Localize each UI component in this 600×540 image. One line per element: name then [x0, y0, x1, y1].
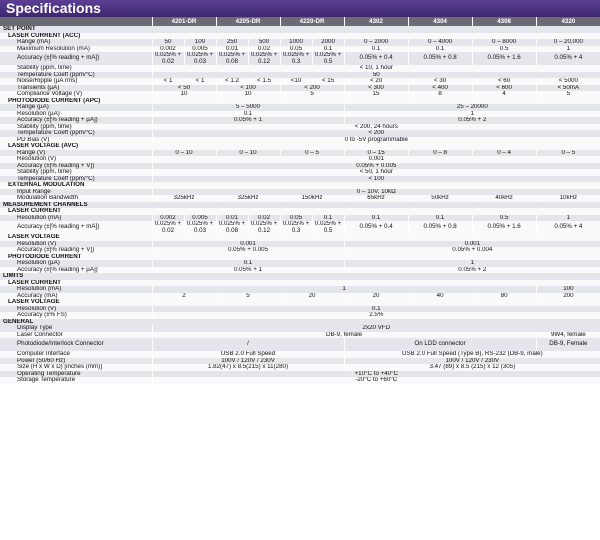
spec-label: SET POINT	[0, 26, 600, 33]
spec-value: 0 – 4	[472, 150, 536, 157]
spec-label: Resolution (µA)	[0, 260, 152, 267]
spec-value: 0 – 8000	[472, 39, 536, 46]
spec-value: < 100	[216, 85, 280, 92]
spec-label: Range (V)	[0, 150, 152, 157]
spec-value: 40kHz	[472, 195, 536, 202]
spec-value: 0 – 20,000	[536, 39, 600, 46]
spec-value: 0.05% + 2	[344, 267, 600, 274]
spec-value: 100V / 120V / 230V	[344, 358, 600, 365]
spec-label: Accuracy (±[% reading + V])	[0, 163, 152, 170]
spec-label: Noise/Ripple (µA rms)	[0, 78, 152, 85]
spec-value: 500	[248, 39, 280, 46]
spec-label: Temperature Coeff (ppm/°C)	[0, 72, 152, 79]
spec-value: 0.025% + 0.02	[152, 52, 184, 65]
column-header-row	[0, 17, 600, 26]
spec-value: 0.005	[184, 46, 216, 53]
spec-value: 2x20 VFD	[152, 325, 600, 332]
spec-label: Accuracy (±[% reading + mA])	[0, 221, 152, 234]
spec-value: 8	[408, 91, 472, 98]
spec-value: 0 – 5	[280, 150, 344, 157]
spec-value: 5	[536, 91, 600, 98]
spec-value: 0.05% + 0.4	[344, 221, 408, 234]
spec-value: 0.025% + 0.08	[216, 52, 248, 65]
spec-value: < 30	[408, 78, 472, 85]
spec-label: Resolution (µA)	[0, 111, 152, 118]
spec-value: 10	[152, 91, 216, 98]
spec-value: 325kHz	[216, 195, 280, 202]
spec-value: 50	[152, 72, 600, 79]
spec-value: 100	[536, 286, 600, 293]
spec-value: 9W4, female	[536, 332, 600, 339]
spec-value: 0.02	[248, 46, 280, 53]
spec-value: 0.05% + 2	[344, 117, 600, 124]
model-header: 4205-DR	[216, 17, 280, 26]
spec-row	[0, 52, 600, 65]
spec-label: LASER VOLTAGE (AVC)	[0, 143, 600, 150]
spec-value: 0.1	[152, 111, 344, 118]
spec-value: < 1.2	[216, 78, 248, 85]
spec-value: 1000	[280, 39, 312, 46]
spec-label: Resolution (V)	[0, 156, 152, 163]
spec-value: 20	[280, 293, 344, 300]
spec-value: 0 – 15	[344, 150, 408, 157]
spec-value: < 600	[472, 85, 536, 92]
spec-label: LASER VOLTAGE	[0, 299, 600, 306]
spec-value: 0.05% + 4	[536, 52, 600, 65]
spec-value: 0.025% + 0.5	[312, 221, 344, 234]
spec-label: Temperature Coeff (ppm/°C)	[0, 176, 152, 183]
spec-label: Maximum Resolution (mA)	[0, 46, 152, 53]
spec-label: Resolution (mA)	[0, 215, 152, 222]
spec-label: Resolution (V)	[0, 306, 152, 313]
spec-value: DB-9, Female	[536, 338, 600, 351]
spec-value: 0.05% + 1	[152, 267, 344, 274]
spec-value: 0.002	[152, 46, 184, 53]
spec-value: 1	[344, 260, 600, 267]
spec-value: USB 2.0 Full Speed	[152, 351, 344, 358]
spec-label: PHOTODIODE CURRENT	[0, 254, 600, 261]
spec-value: 0.1	[152, 306, 600, 313]
spec-value: +10°C to +40°C	[152, 371, 600, 378]
spec-value: 200	[536, 293, 600, 300]
spec-value: 0.1	[312, 46, 344, 53]
spec-value: < 5000	[536, 78, 600, 85]
spec-label: Accuracy (±[% reading + µA])	[0, 117, 152, 124]
spec-label: Operating Temperature	[0, 371, 152, 378]
spec-value: 4	[472, 91, 536, 98]
spec-value: 0.005	[184, 215, 216, 222]
spec-value: 150kHz	[280, 195, 344, 202]
spec-value: 0.025% + 0.3	[280, 52, 312, 65]
spec-value: 50	[152, 39, 184, 46]
spec-value: 2.5%	[152, 312, 600, 319]
spec-label: Accuracy (mA)	[0, 293, 152, 300]
spec-value: 0.01	[216, 215, 248, 222]
spec-value: 0.05% + 4	[536, 221, 600, 234]
model-header: 4302	[344, 17, 408, 26]
spec-value: < 200	[280, 85, 344, 92]
model-header: 4201-DR	[152, 17, 216, 26]
spec-value: 15	[344, 91, 408, 98]
spec-label: Resolution (V)	[0, 241, 152, 248]
spec-value: 2000	[312, 39, 344, 46]
spec-value: 0.025% + 0.02	[152, 221, 184, 234]
spec-label: Laser Connector	[0, 332, 152, 339]
spec-value: 3.47 (89) x 8.5 (215) x 12 (305)	[344, 364, 600, 371]
spec-value: < 20	[344, 78, 408, 85]
spec-label: Accuracy (±[% reading + V])	[0, 247, 152, 254]
spec-value: 10kHz	[536, 195, 600, 202]
spec-value: 25 – 20000	[344, 104, 600, 111]
spec-value: 0.02	[248, 215, 280, 222]
spec-value: < 60	[472, 78, 536, 85]
spec-value: On LDD connector	[344, 338, 536, 351]
spec-value: 0.05% + 0.8	[408, 221, 472, 234]
spec-label: LASER VOLTAGE	[0, 234, 600, 241]
spec-value: 0.5	[472, 46, 536, 53]
spec-label: LASER CURRENT (ACC)	[0, 33, 600, 40]
spec-value: 250	[216, 39, 248, 46]
spec-value: 65kHz	[344, 195, 408, 202]
spec-value: < 50mA	[536, 85, 600, 92]
spec-value: 0.1	[344, 46, 408, 53]
spec-label: Transients (µA)	[0, 85, 152, 92]
model-header: 4320	[536, 17, 600, 26]
spec-value: DB-9, female	[152, 332, 536, 339]
spec-value: < 50	[152, 85, 216, 92]
spec-value: < 300	[344, 85, 408, 92]
spec-value: /	[152, 338, 344, 351]
spec-value: < 15	[312, 78, 344, 85]
page-title: Specifications	[0, 0, 600, 17]
spec-value: < 100	[152, 176, 600, 183]
spec-value: 80	[472, 293, 536, 300]
spec-label: Resolution (mA)	[0, 286, 152, 293]
spec-value: 0.025% + 0.12	[248, 221, 280, 234]
spec-value: 40	[408, 293, 472, 300]
spec-value: 1.82(47) x 8.5(215) x 11(280)	[152, 364, 344, 371]
spec-value: 50kHz	[408, 195, 472, 202]
spec-value: < 1.5	[248, 78, 280, 85]
spec-row	[0, 221, 600, 234]
spec-value: <10	[280, 78, 312, 85]
spec-label: Modulation Bandwidth	[0, 195, 152, 202]
spec-value: 0 – 10V, 10kΩ	[152, 189, 600, 196]
model-header: 4308	[472, 17, 536, 26]
spec-value: 0.025% + 0.08	[216, 221, 248, 234]
spec-value: 0.025% + 0.5	[312, 52, 344, 65]
spec-value: 0 – 10	[152, 150, 216, 157]
spec-label: Power (50/60 Hz)	[0, 358, 152, 365]
spec-value: 0.5	[472, 215, 536, 222]
spec-value: 0 – 2000	[344, 39, 408, 46]
spec-value: 5	[216, 293, 280, 300]
spec-row	[0, 377, 600, 384]
spec-value: 1	[536, 46, 600, 53]
spec-value: 0 – 10	[216, 150, 280, 157]
spec-value: < 1	[152, 78, 184, 85]
spec-value: 0.01	[216, 46, 248, 53]
spec-label: Stability (ppm, time)	[0, 169, 152, 176]
spec-value: 0 – 4000	[408, 39, 472, 46]
spec-row	[0, 338, 600, 351]
spec-label: Accuracy (±[% reading + mA])	[0, 52, 152, 65]
spec-value: 0.05% + 1	[152, 117, 344, 124]
spec-label: Stability (ppm, time)	[0, 65, 152, 72]
spec-label: EXTERNAL MODULATION	[0, 182, 600, 189]
spec-value: 1	[344, 111, 600, 118]
spec-label: Range (µA)	[0, 104, 152, 111]
spec-value: < 400	[408, 85, 472, 92]
spec-label: LASER CURRENT	[0, 208, 600, 215]
spec-label: Stability (ppm, time)	[0, 124, 152, 131]
spec-label: Accuracy (±% FS)	[0, 312, 152, 319]
spec-value: 0 – 5	[536, 150, 600, 157]
spec-value: 0.025% + 0.3	[280, 221, 312, 234]
spec-value: < 10, 1 hour	[152, 65, 600, 72]
spec-value: USB 2.0 Full Speed (Type B), RS-232 (DB-9, male)	[344, 351, 600, 358]
spec-value: 0 – 8	[408, 150, 472, 157]
spec-value: < 200	[152, 130, 600, 137]
spec-label: Display Type	[0, 325, 152, 332]
spec-label: LIMITS	[0, 273, 600, 280]
spec-value: 0.05% + 1.6	[472, 221, 536, 234]
spec-label: Temperature Coeff (ppm/°C)	[0, 130, 152, 137]
spec-value: 0.025% + 0.12	[248, 52, 280, 65]
spec-value: 10	[216, 91, 280, 98]
spec-value: < 50, 1 hour	[152, 169, 600, 176]
spec-label: LASER CURRENT	[0, 280, 600, 287]
spec-value: 20	[344, 293, 408, 300]
spec-value: 0 to -5V programmable	[152, 137, 600, 144]
spec-value: 0.1	[408, 46, 472, 53]
spec-value: 2	[152, 293, 216, 300]
model-header: 4304	[408, 17, 472, 26]
spec-value: 0.001	[152, 156, 600, 163]
spec-label: Photodiode/Interlock Connector	[0, 338, 152, 351]
spec-value: 325kHz	[152, 195, 216, 202]
spec-label: Size (H x W x D) [inches (mm)]	[0, 364, 152, 371]
spec-value: 0.05	[280, 215, 312, 222]
spec-label: GENERAL	[0, 319, 600, 326]
header-label-cell	[0, 17, 152, 26]
spec-value: < 1	[184, 78, 216, 85]
spec-value: 0.025% + 0.03	[184, 52, 216, 65]
spec-value: 100V / 120V / 230V	[152, 358, 344, 365]
spec-value: 0.05% + 0.004	[344, 247, 600, 254]
spec-value: -20°C to +60°C	[152, 377, 600, 384]
spec-label: MEASUREMENT CHANNELS	[0, 202, 600, 209]
spec-label: Accuracy (±[% reading + µA])	[0, 267, 152, 274]
spec-value: 0.05% + 0.4	[344, 52, 408, 65]
spec-value: < 200, 24 hours	[152, 124, 600, 131]
spec-value: 0.05	[280, 46, 312, 53]
spec-value: 1	[152, 286, 536, 293]
spec-label: Input Range	[0, 189, 152, 196]
spec-label: Storage Temperature	[0, 377, 152, 384]
spec-value: 0.05% + 1.6	[472, 52, 536, 65]
specifications-table	[0, 17, 600, 384]
spec-value: 5	[280, 91, 344, 98]
spec-value: 0.1	[344, 215, 408, 222]
spec-value: 5 – 5000	[152, 104, 344, 111]
spec-value: 100	[184, 39, 216, 46]
spec-label: Computer Interface	[0, 351, 152, 358]
spec-value: 0.05% + 0.8	[408, 52, 472, 65]
spec-label: Compliance Voltage (V)	[0, 91, 152, 98]
spec-value: 0.05% + 0.005	[152, 163, 600, 170]
model-header: 4220-DR	[280, 17, 344, 26]
spec-value: 0.002	[152, 215, 184, 222]
spec-value: 0.1	[408, 215, 472, 222]
spec-value: 0.001	[152, 241, 344, 248]
spec-value: 1	[536, 215, 600, 222]
spec-value: 0.025% + 0.03	[184, 221, 216, 234]
spec-label: PHOTODIODE CURRENT (APC)	[0, 98, 600, 105]
spec-label: PD Bias (V)	[0, 137, 152, 144]
spec-value: 0.1	[312, 215, 344, 222]
spec-value: 0.05% + 0.005	[152, 247, 344, 254]
spec-value: 0.1	[152, 260, 344, 267]
spec-label: Range (mA)	[0, 39, 152, 46]
spec-value: 0.001	[344, 241, 600, 248]
